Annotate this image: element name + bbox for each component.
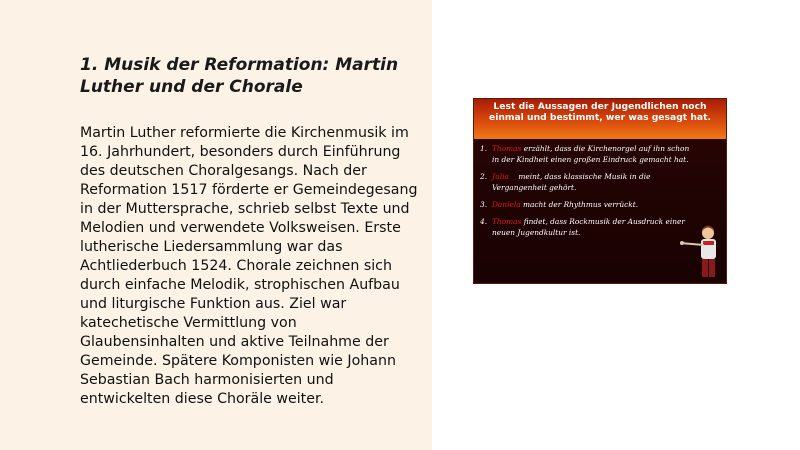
item-text: macht der Rhythmus verrückt. [522,200,639,209]
item-text: meint, dass klassische Musik in die Vergangenheit gehört. [492,172,651,192]
item-text: findet, dass Rockmusik der Ausdruck einer neuen Jugendkultur ist. [492,217,685,237]
exercise-title: Lest die Aussagen der Jugendlichen noch einmal und bestimmt, wer was gesagt hat. [488,101,711,123]
embedded-exercise-image [474,99,726,283]
item-text: erzählt, dass die Kirchenorgel auf ihn schon in der Kindheit einen großen Eindruck gemacht hat. [492,144,690,164]
list-item [480,171,696,193]
list-item [480,199,696,210]
item-number: 4. [480,217,488,226]
statement-list [480,143,696,244]
item-number: 2. [480,172,488,181]
list-item [480,143,696,165]
musician-figure-icon [678,223,724,279]
item-name: Thomas [492,217,522,226]
list-item [480,216,696,238]
item-name: Daniela [492,200,521,209]
item-name: Thomas [492,144,522,153]
item-name: Julia [492,172,509,181]
item-number: 3. [480,200,488,209]
slide-body-text: Martin Luther reformierte die Kirchenmusik im 16. Jahrhundert, besonders durch Einführung des deutschen Choralgesangs. Nach der Reformation 1517 förderte er Gemeindegesang in der Muttersprache, schrieb selbst Texte und Melodien und verwendete Volksweisen. Erste lutherische Liedersammlung war das Achtliederbuch 1524. Chorale zeichnen sich durch einfache Melodik, strophischen Aufbau und liturgische Funktion aus. Ziel war katechetische Vermittlung von Glaubensinhalten und aktive Teilnahme der Gemeinde. Spätere Komponisten wie Johann Sebastian Bach harmonisierten und entwickelten diese Choräle weiter. [80,125,418,407]
slide-title: 1. Musik der Reformation: Martin Luther und der Chorale [80,55,399,97]
item-number: 1. [480,144,488,153]
